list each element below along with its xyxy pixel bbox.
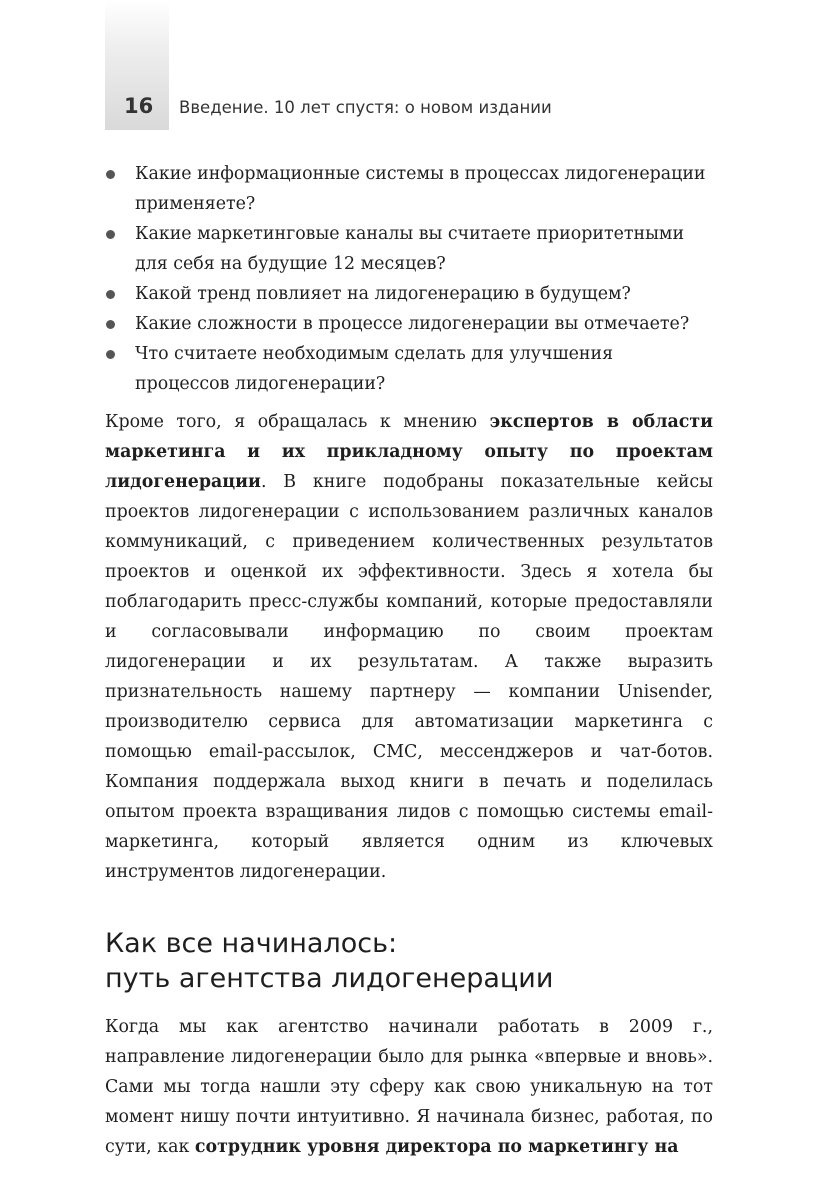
bold-phrase: сотрудник уровня директора по маркетингу на xyxy=(194,1137,679,1157)
bullet-icon xyxy=(106,350,115,359)
page-content xyxy=(105,159,713,1162)
bullet-icon xyxy=(106,170,115,179)
list-item: Какие маркетинговые каналы вы считаете приоритетными для себя на будущие 12 месяцев? xyxy=(105,219,713,279)
paragraph-experts: Кроме того, я обращалась к мнению экспертов в области маркетинга и их прикладному опыту по проектам лидогенерации. В книге подобраны показательные кейсы проектов лидогенерации с использованием различных каналов коммуникаций, с приведением количественных результатов проектов и оценкой их эффективности. Здесь я хотела бы поблагодарить пресс-службы компаний, которые предоставляли и согласовывали информацию по своим проектам лидогенерации и их результатам. А также выразить признательность нашему партнеру — компании Unisender, производителю сервиса для автоматизации маркетинга с помощью email-рассылок, СМС, мессенджеров и чат-ботов. Компания поддержала выход книги в печать и поделилась опытом проекта взращивания лидов с помощью системы email-маркетинга, который является одним из ключевых инструментов лидогенерации. xyxy=(105,412,714,882)
running-head: Введение. 10 лет спустя: о новом издании xyxy=(179,98,552,117)
list-item: Какие информационные системы в процессах лидогенерации применяете? xyxy=(105,159,713,219)
question-list xyxy=(105,159,713,399)
list-item: Какие сложности в процессе лидогенерации вы отмечаете? xyxy=(105,309,713,339)
bullet-icon xyxy=(106,230,115,239)
page-number: 16 xyxy=(124,94,154,118)
bullet-icon xyxy=(106,290,115,299)
list-item: Какой тренд повлияет на лидогенерацию в будущем? xyxy=(105,279,713,309)
bullet-icon xyxy=(106,320,115,329)
paragraph-beginning: Когда мы как агентство начинали работать в 2009 г., направление лидогенерации было для рынка «впервые и вновь». Сами мы тогда нашли эту сферу как свою уникальную на тот момент нишу почти интуитивно. Я начинала бизнес, работая, по сути, как сотрудник уровня директора по маркетингу на xyxy=(105,1017,713,1157)
list-item: Что считаете необходимым сделать для улучшения процессов лидогенерации? xyxy=(105,339,713,399)
section-heading: Как все начиналось: путь агентства лидогенерации xyxy=(105,928,554,994)
bold-phrase: экспертов в области маркетинга и их прикладному опыту по проектам лидогенерации xyxy=(105,412,714,492)
